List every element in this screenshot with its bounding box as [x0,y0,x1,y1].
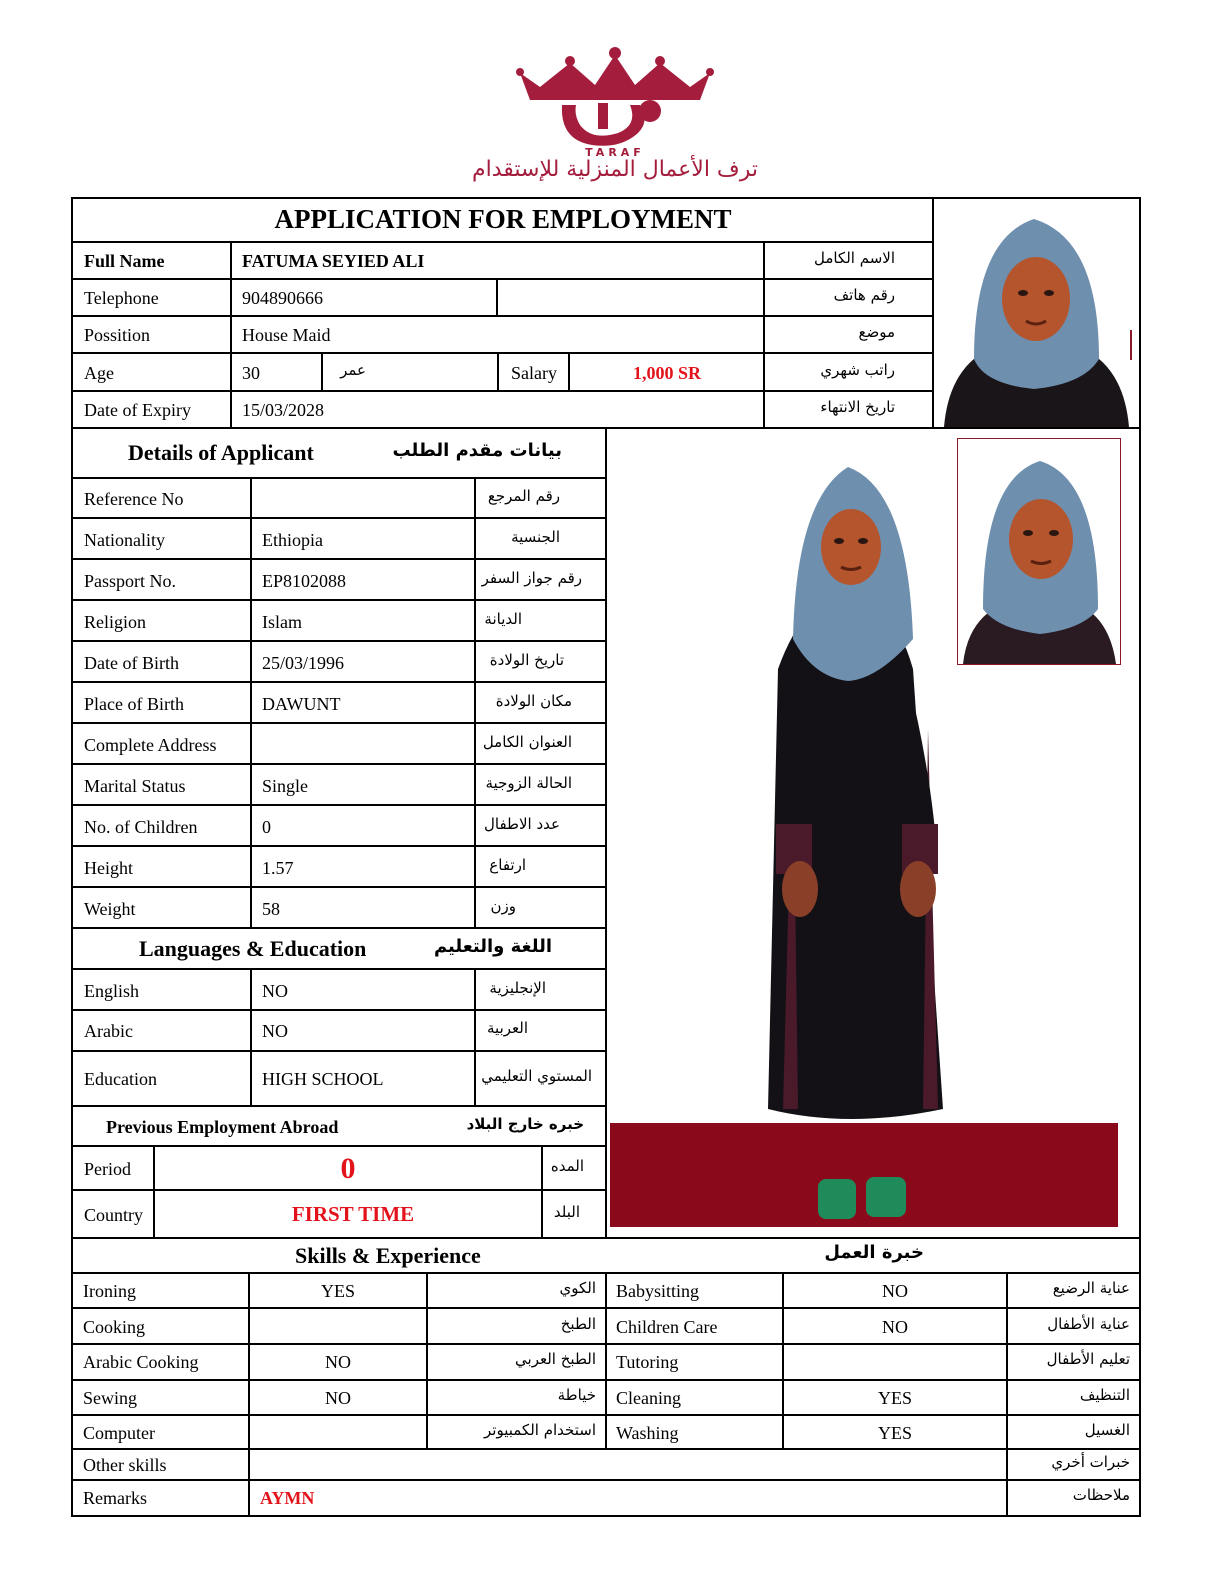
marital-label: Marital Status [84,776,186,796]
position-label-ar: موضع [858,323,895,341]
marital-value: Single [262,776,309,796]
skill-label: Computer [83,1423,155,1443]
weight-label-ar: وزن [490,897,516,915]
languages-title: Languages & Education [139,936,367,961]
skill-value: NO [882,1281,908,1301]
nationality-label-ar: الجنسية [511,528,560,546]
telephone-label-ar: رقم هاتف [833,286,895,304]
skills-title-ar: خبرة العمل [824,1242,924,1263]
arabic-value: NO [262,1021,288,1041]
country-label-ar: البلد [553,1203,580,1221]
skill-label-ar: الطبخ [560,1315,596,1333]
passport-label: Passport No. [84,571,177,591]
skill-label: Cooking [83,1317,146,1337]
english-label-ar: الإنجليزية [489,979,546,997]
pob-label-ar: مكان الولادة [495,692,572,710]
applicant-photo-header [934,199,1139,427]
reference-label: Reference No [84,489,184,509]
period-value: 0 [340,1152,356,1185]
pob-value: DAWUNT [262,694,341,714]
other-skills-label-ar: خبرات أخري [1051,1453,1130,1471]
skill-label: Children Care [616,1317,718,1337]
address-label: Complete Address [84,735,217,755]
skill-value: YES [877,1388,912,1408]
logo-tagline: ترف الأعمال المنزلية للإستقدام [472,157,758,182]
previous-title: Previous Employment Abroad [106,1117,339,1137]
previous-title-ar: خبره خارج البلاد [466,1115,584,1133]
country-value: FIRST TIME [291,1202,415,1226]
skill-value: YES [320,1281,355,1301]
form-title: APPLICATION FOR EMPLOYMENT [274,204,732,234]
passport-value: EP8102088 [262,571,347,591]
full-name-value: FATUMA SEYIED ALI [242,251,425,271]
dob-label-ar: تاريخ الولادة [489,651,564,669]
religion-value: Islam [262,612,302,632]
period-label: Period [84,1159,131,1179]
skill-label-ar: عناية الرضيع [1052,1279,1130,1297]
other-skills-label: Other skills [83,1455,167,1475]
education-value: HIGH SCHOOL [262,1069,384,1089]
pob-label: Place of Birth [84,694,184,714]
passport-label-ar: رقم جواز السفر [481,569,582,587]
skill-label-ar: تعليم الأطفال [1046,1350,1130,1368]
skill-label-ar: خياطة [557,1386,596,1404]
position-label: Possition [84,325,151,345]
skill-label: Arabic Cooking [83,1352,199,1372]
salary-label: Salary [511,363,557,383]
reference-label-ar: رقم المرجع [487,487,560,505]
education-label: Education [84,1069,157,1089]
remarks-label-ar: ملاحظات [1072,1486,1130,1504]
children-value: 0 [262,817,271,837]
logo-brand-latin: TARAF [585,146,645,159]
full-name-label: Full Name [84,251,165,271]
salary-label-ar: راتب شهري [820,361,895,379]
applicant-photo-passport [957,438,1121,665]
country-label: Country [84,1205,144,1225]
education-label-ar: المستوي التعليمي [481,1067,592,1085]
skill-label: Washing [616,1423,679,1443]
telephone-label: Telephone [84,288,159,308]
children-label: No. of Children [84,817,198,837]
expiry-label: Date of Expiry [84,400,191,420]
religion-label-ar: الديانة [484,610,522,628]
religion-label: Religion [84,612,146,632]
skill-value: NO [325,1352,351,1372]
skill-label: Cleaning [616,1388,681,1408]
age-label: Age [84,363,114,383]
expiry-value: 15/03/2028 [242,400,325,420]
details-title-ar: بيانات مقدم الطلب [392,440,562,461]
period-label-ar: المده [550,1157,584,1175]
nationality-value: Ethiopia [262,530,323,550]
expiry-label-ar: تاريخ الانتهاء [820,398,895,416]
arabic-label-ar: العربية [487,1019,528,1037]
skill-label: Ironing [83,1281,136,1301]
skill-value: NO [325,1388,351,1408]
height-label: Height [84,858,133,878]
marital-label-ar: الحالة الزوجية [485,774,572,792]
skill-label: Tutoring [616,1352,679,1372]
position-value: House Maid [242,325,331,345]
arabic-label: Arabic [84,1021,133,1041]
height-label-ar: ارتفاع [489,856,526,874]
age-label-ar: عمر [340,361,366,379]
salary-value: 1,000 SR [632,363,701,383]
skill-label: Babysitting [616,1281,700,1301]
children-label-ar: عدد الاطفال [484,815,560,833]
remarks-label: Remarks [83,1488,147,1508]
weight-label: Weight [84,899,136,919]
english-label: English [84,981,140,1001]
languages-title-ar: اللغة والتعليم [433,936,552,957]
nationality-label: Nationality [84,530,165,550]
dob-value: 25/03/1996 [262,653,345,673]
skill-label-ar: التنظيف [1079,1386,1130,1404]
age-value: 30 [242,363,260,383]
skill-label-ar: الطبخ العربي [515,1350,596,1368]
skill-label-ar: استخدام الكمبيوتر [484,1421,596,1439]
details-title: Details of Applicant [128,440,314,465]
skill-label-ar: عناية الأطفال [1047,1315,1130,1333]
skill-value: YES [877,1423,912,1443]
dob-label: Date of Birth [84,653,179,673]
remarks-value: AYMN [260,1488,315,1508]
skill-label-ar: الكوي [559,1279,596,1297]
address-label-ar: العنوان الكامل [482,733,572,751]
skill-label: Sewing [83,1388,137,1408]
telephone-value: 904890666 [242,288,323,308]
skills-title: Skills & Experience [295,1243,481,1268]
english-value: NO [262,981,288,1001]
skill-label-ar: الغسيل [1084,1421,1130,1439]
skill-value: NO [882,1317,908,1337]
height-value: 1.57 [262,858,294,878]
full-name-label-ar: الاسم الكامل [813,249,895,267]
weight-value: 58 [262,899,280,919]
